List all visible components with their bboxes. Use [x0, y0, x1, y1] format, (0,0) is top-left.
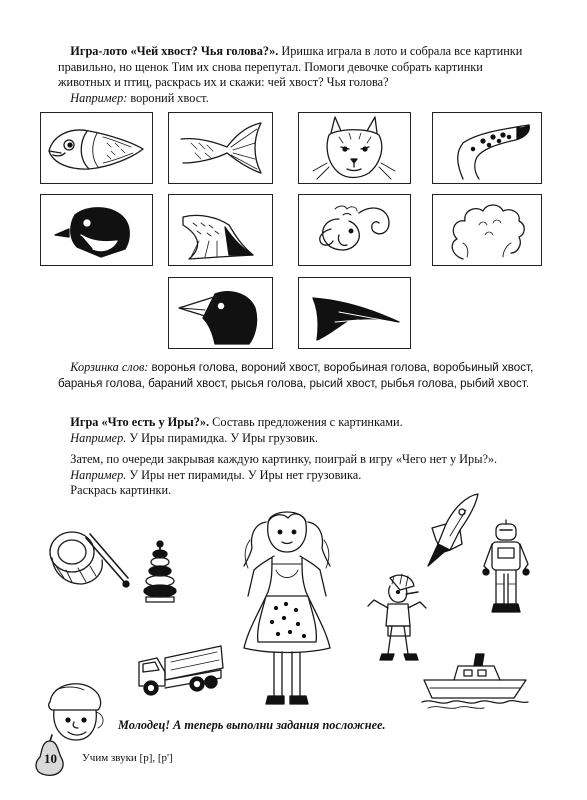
word-basket-words: воронья голова, вороний хвост, воробьиная голова, воробьиный хвост, баранья голова, бараний хвост, рысья голова, рысий хвост, рыбья голова, рыбий хвост.: [58, 361, 534, 390]
praise-text: Молодец! А теперь выполни задания посложнее.: [118, 718, 386, 732]
task2-example-text: У Иры пирамидка. У Иры грузовик.: [129, 430, 319, 445]
crow-tail-icon: [299, 278, 410, 348]
task1-title: Игра-лото «Чей хвост? Чья голова?».: [70, 44, 279, 58]
task2-example-label: Например.: [70, 430, 127, 445]
card-sparrow-head[interactable]: [40, 194, 153, 266]
task1-body: Иришка играла в лото и собрала все картинки правильно, но щенок Тим их снова перепутал. Помоги девочке собрать картинки животных и птиц, раскрась их и скажи: чей хвост? Чья голова?: [58, 44, 523, 89]
task1-text: [58, 44, 538, 106]
task1-example-label: Например:: [70, 90, 128, 105]
card-crow-tail[interactable]: [298, 277, 411, 349]
task2-body: Составь предложения с картинками.: [212, 415, 403, 429]
word-basket-label: Корзинка слов:: [70, 360, 149, 374]
fish-tail-icon: [169, 113, 272, 183]
fish-head-icon: [41, 113, 152, 183]
ram-head-icon: [299, 195, 410, 265]
book-title: Учим звуки [р], [р']: [82, 752, 173, 764]
drum-icon: [42, 522, 130, 604]
sparrow-tail-icon: [169, 195, 272, 265]
card-lynx-head[interactable]: [298, 112, 411, 184]
task3-example-text: У Иры нет пирамиды. У Иры нет грузовика.: [129, 467, 362, 482]
page-number: 10: [44, 751, 57, 766]
boat-icon: [418, 652, 530, 712]
girl-ira-illustration: [228, 500, 346, 712]
task3-instruction: Раскрась картинки.: [70, 483, 172, 497]
lynx-tail-icon: [433, 113, 541, 183]
task1-example-text: вороний хвост.: [130, 90, 209, 105]
robot-icon: [482, 520, 532, 620]
word-basket: [58, 360, 538, 391]
ram-tail-icon: [433, 195, 541, 265]
truck-icon: [135, 638, 227, 700]
task2-title: Игра «Что есть у Иры?».: [70, 415, 210, 429]
card-ram-head[interactable]: [298, 194, 411, 266]
crow-head-icon: [169, 278, 272, 348]
task2-text: [58, 415, 538, 446]
card-fish-head[interactable]: [40, 112, 153, 184]
pyramid-toy-icon: [140, 540, 180, 604]
card-lynx-tail[interactable]: [432, 112, 542, 184]
task3-body: Затем, по очереди закрывая каждую картинку, поиграй в игру «Чего нет у Иры?».: [70, 452, 498, 466]
lynx-head-icon: [299, 113, 410, 183]
card-ram-tail[interactable]: [432, 194, 542, 266]
card-crow-head[interactable]: [168, 277, 273, 349]
task3-example-label: Например.: [70, 467, 127, 482]
card-sparrow-tail[interactable]: [168, 194, 273, 266]
rocket-icon: [420, 490, 482, 572]
sparrow-head-icon: [41, 195, 152, 265]
card-fish-tail[interactable]: [168, 112, 273, 184]
